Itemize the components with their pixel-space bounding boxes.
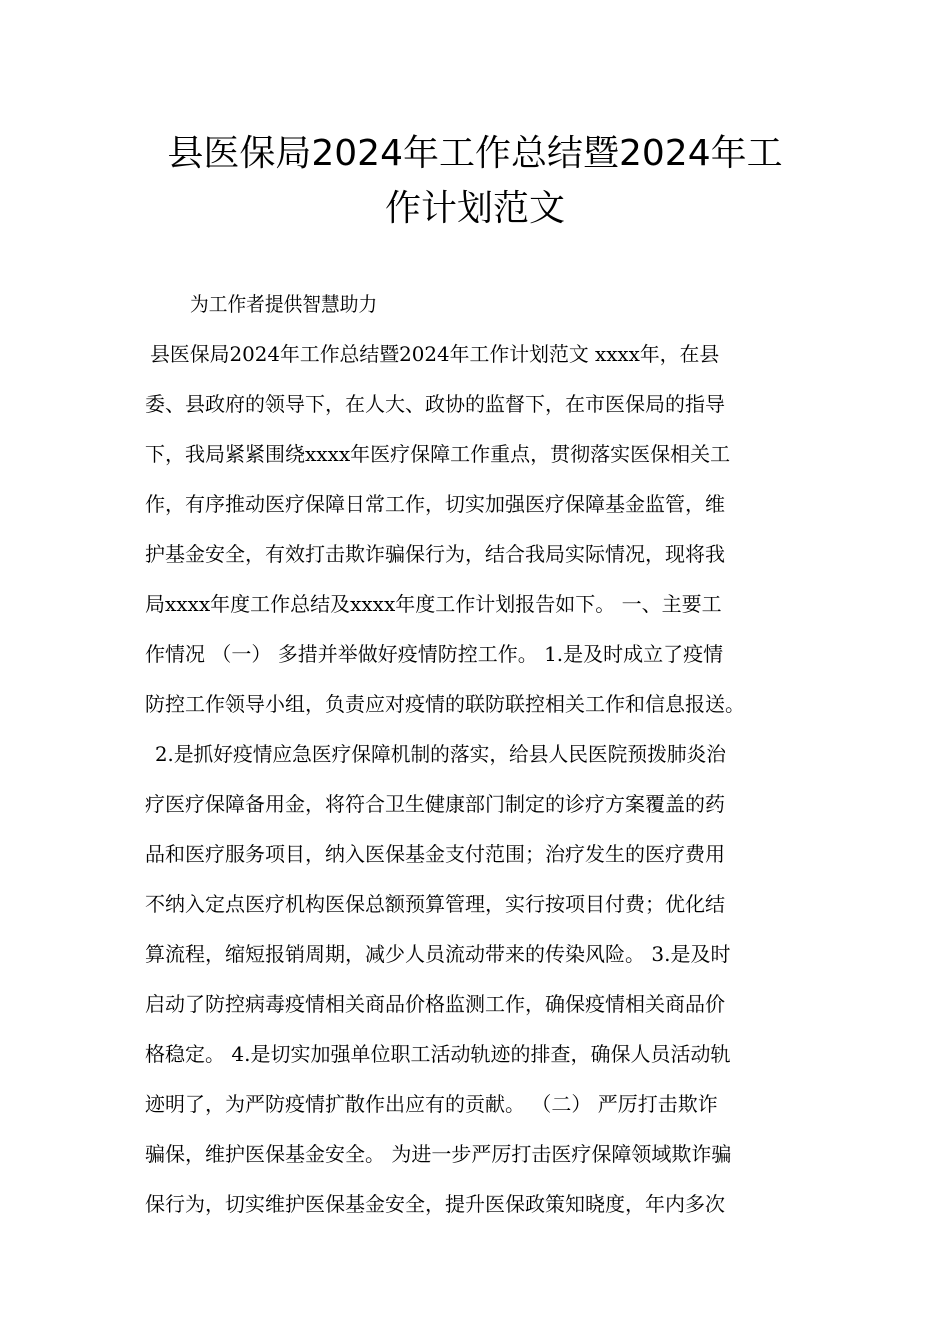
body-line: 迹明了，为严防疫情扩散作出应有的贡献。 （二） 严厉打击欺诈 xyxy=(145,1092,718,1116)
body-line: 2.是抓好疫情应急医疗保障机制的落实，给县人民医院预拨肺炎治 xyxy=(155,742,726,766)
body-line: 下，我局紧紧围绕xxxx年医疗保障工作重点，贯彻落实医保相关工 xyxy=(145,442,731,466)
body-line: 不纳入定点医疗机构医保总额预算管理，实行按项目付费；优化结 xyxy=(145,892,725,916)
body-line: 防控工作领导小组，负责应对疫情的联防联控相关工作和信息报送。 xyxy=(145,692,745,716)
tagline: 为工作者提供智慧助力 xyxy=(190,292,378,316)
body-line: 委、县政府的领导下，在人大、政协的监督下，在市医保局的指导 xyxy=(145,392,725,416)
body-line: 护基金安全，有效打击欺诈骗保行为，结合我局实际情况，现将我 xyxy=(145,542,725,566)
body-line: 局xxxx年度工作总结及xxxx年度工作计划报告如下。 一、主要工 xyxy=(145,592,722,616)
body-line: 骗保，维护医保基金安全。 为进一步严厉打击医疗保障领域欺诈骗 xyxy=(145,1142,732,1166)
document-title xyxy=(120,126,830,236)
body-line: 算流程，缩短报销周期，减少人员流动带来的传染风险。 3.是及时 xyxy=(145,942,731,966)
body-line: 作情况 （一） 多措并举做好疫情防控工作。 1.是及时成立了疫情 xyxy=(145,642,724,666)
title-line-2: 作计划范文 xyxy=(384,188,565,229)
body-line: 品和医疗服务项目，纳入医保基金支付范围；治疗发生的医疗费用 xyxy=(145,842,725,866)
body-line: 启动了防控病毒疫情相关商品价格监测工作，确保疫情相关商品价 xyxy=(145,992,725,1016)
body-line: 保行为，切实维护医保基金安全，提升医保政策知晓度，年内多次 xyxy=(145,1192,725,1216)
body-line: 疗医疗保障备用金，将符合卫生健康部门制定的诊疗方案覆盖的药 xyxy=(145,792,725,816)
body-line: 作，有序推动医疗保障日常工作，切实加强医疗保障基金监管，维 xyxy=(145,492,725,516)
body-line: 县医保局2024年工作总结暨2024年工作计划范文 xxxx年，在县 xyxy=(150,342,720,366)
title-line-1: 县医保局2024年工作总结暨2024年工 xyxy=(167,133,783,174)
body-line: 格稳定。 4.是切实加强单位职工活动轨迹的排查，确保人员活动轨 xyxy=(145,1042,731,1066)
